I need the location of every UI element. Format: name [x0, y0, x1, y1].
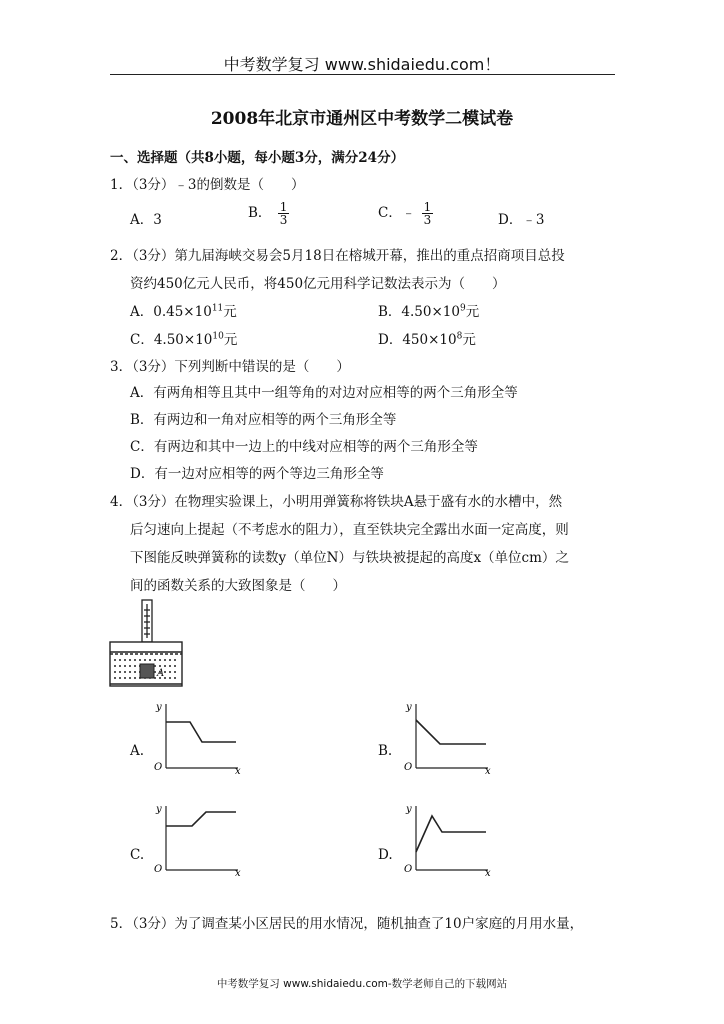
q2-line-1: 2．（3分）第九届海峡交易会5月18日在榕城开幕，推出的重点招商项目总投 [110, 248, 565, 264]
iron-block [140, 664, 154, 678]
graph-c-curve [166, 812, 236, 826]
q2-option-d [378, 328, 476, 348]
q3-option-b: B．有两边和一角对应相等的两个三角形全等 [130, 412, 397, 428]
q4-line-2: 后匀速向上提起（不考虑水的阻力），直至铁块完全露出水面一定高度，则 [130, 522, 569, 538]
q3-option-a: A．有两角相等且其中一组等角的对边对应相等的两个三角形全等 [130, 385, 518, 401]
q2-a-unit: 元 [223, 304, 237, 320]
q2-c-base: C．4.50×10 [130, 332, 213, 348]
graph-option-a-label: A. [130, 743, 145, 759]
graph-d-y-label: y [406, 804, 412, 815]
q2-option-a [130, 300, 237, 320]
tank-block-label: A [157, 668, 165, 679]
q1-option-b-label: B． [248, 205, 272, 221]
q2-b-base: B．4.50×10 [378, 304, 460, 320]
graph-option-b-label: B. [378, 743, 393, 759]
graph-a-origin: O [154, 762, 163, 773]
q3-option-c: C．有两边和其中一边上的中线对应相等的两个三角形全等 [130, 439, 478, 455]
graph-b [398, 698, 498, 778]
q1-option-b [248, 201, 289, 226]
header-rule [110, 74, 615, 75]
graph-c-origin: O [154, 864, 163, 875]
q1-b-numerator: 1 [279, 200, 288, 214]
graph-d [398, 800, 498, 880]
q1-c-numerator: 1 [423, 200, 432, 214]
graph-d-origin: O [404, 864, 413, 875]
q2-a-exponent: 11 [211, 303, 224, 314]
q2-b-exponent: 9 [459, 303, 466, 314]
graph-d-curve [416, 816, 486, 852]
q3-option-d: D．有一边对应相等的两个等边三角形全等 [130, 466, 384, 482]
q2-b-unit: 元 [465, 304, 480, 320]
graph-c-y-label: y [156, 804, 162, 815]
q2-option-c [130, 328, 237, 348]
q4-line-1: 4．（3分）在物理实验课上，小明用弹簧称将铁块A悬于盛有水的水槽中，然 [110, 494, 563, 510]
q2-option-b [378, 300, 479, 320]
q2-d-unit: 元 [462, 332, 476, 348]
q4-line-4: 间的函数关系的大致图象是（ ） [130, 578, 346, 594]
graph-c [148, 800, 248, 880]
graph-b-origin: O [404, 762, 413, 773]
q4-line-3: 下图能反映弹簧称的读数y（单位N）与铁块被提起的高度x（单位cm）之 [130, 550, 569, 566]
graph-a-x-label: x [235, 766, 241, 777]
q2-c-exponent: 10 [212, 331, 224, 342]
q2-d-base: D．450×10 [378, 332, 457, 348]
graph-b-curve [416, 720, 486, 744]
q2-c-unit: 元 [223, 332, 238, 348]
q1-c-denominator: 3 [423, 213, 432, 227]
q1-option-b-fraction [278, 201, 290, 226]
q2-a-base: A．0.45×10 [130, 304, 212, 320]
graph-a [148, 698, 248, 778]
graph-b-y-label: y [406, 702, 412, 713]
q1-option-c-fraction [422, 201, 434, 226]
page-header: 中考数学复习 www.shidaiedu.com！ [223, 55, 501, 74]
graph-a-y-label: y [156, 702, 162, 713]
section-heading: 一、选择题（共8小题，每小题3分，满分24分） [110, 150, 405, 166]
q2-d-exponent: 8 [456, 331, 463, 342]
q1-option-c [378, 201, 433, 226]
q1-stem: 1．（3分）﹣3的倒数是（ ） [110, 177, 305, 193]
graph-option-c-label: C. [130, 847, 145, 863]
graph-a-curve [166, 722, 236, 742]
graph-b-x-label: x [485, 766, 491, 777]
q1-b-denominator: 3 [279, 213, 288, 227]
q5-line-1: 5．（3分）为了调查某小区居民的用水情况，随机抽查了10户家庭的月用水量， [110, 916, 584, 932]
exam-title: 2008年北京市通州区中考数学二模试卷 [210, 109, 514, 129]
q1-option-a: A．3 [130, 212, 162, 228]
q2-line-2: 资约450亿元人民币，将450亿元用科学记数法表示为（ ） [130, 276, 506, 292]
graph-d-x-label: x [485, 868, 491, 879]
q1-option-d: D．﹣3 [498, 212, 545, 228]
graph-c-x-label: x [235, 868, 241, 879]
page-footer: 中考数学复习 www.shidaiedu.com-数学老师自己的下载网站 [216, 978, 508, 990]
q1-option-c-label: C．﹣ [378, 205, 416, 221]
q3-stem: 3．（3分）下列判断中错误的是（ ） [110, 359, 350, 375]
water-tank-figure [106, 598, 186, 690]
graph-option-d-label: D. [378, 847, 393, 863]
